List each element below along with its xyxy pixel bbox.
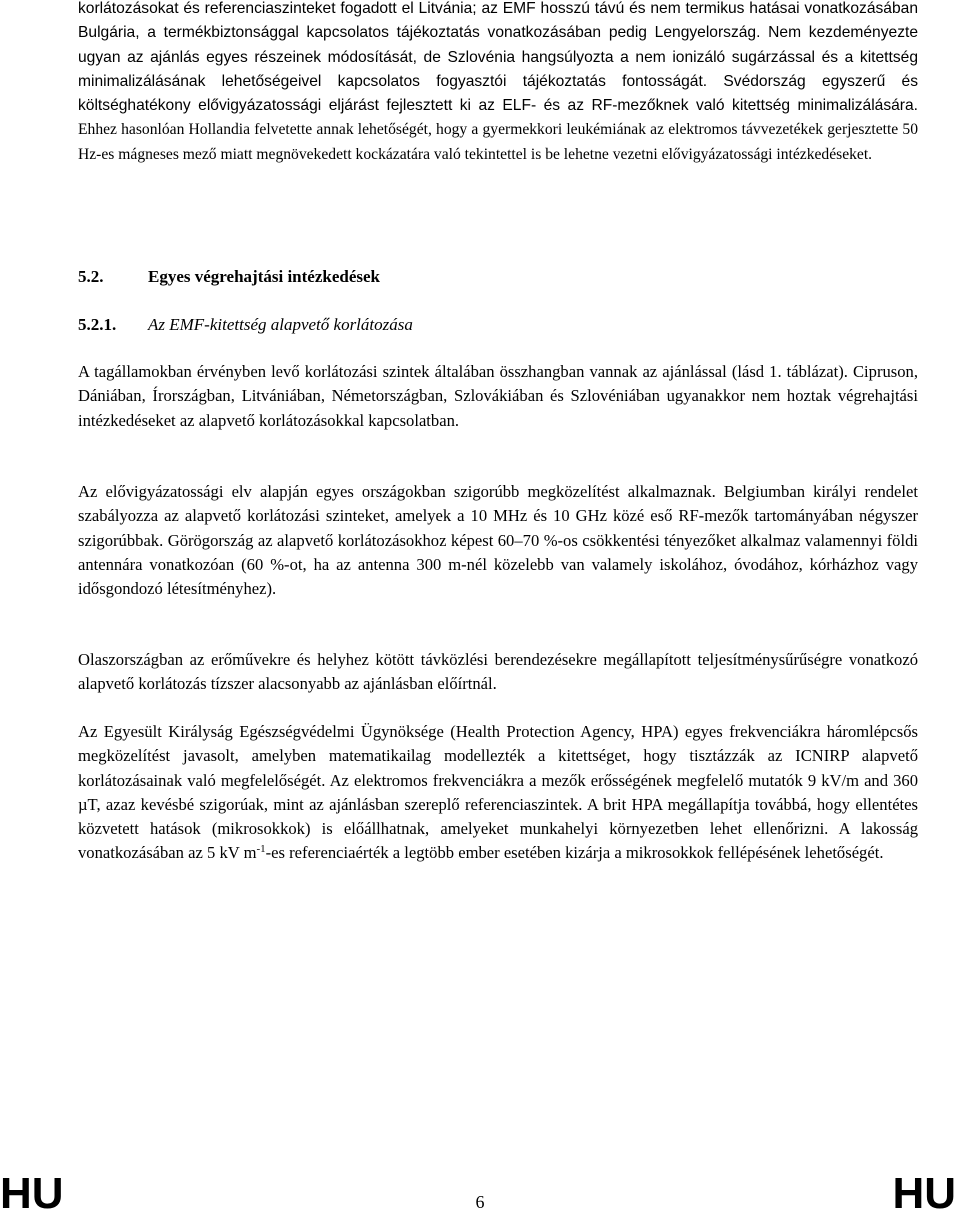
paragraph-4-text: Az Egyesült Királyság Egészségvédelmi Ügynöksége (Health Protection Agency, HPA) egyes frekvenciákra háromlépcsős megközelítést javasolt, amelyben matematikailag modellezték a kitettséget, hogy tisztázzák az ICNIRP alapvető korlátozásainak való megfelelőségét. Az elektromos frekvenciákra a mezők erősségének megfelelő mutatók 9 kV/m and 360 µT, azaz kevésbé szigorúak, mint az ajánlásban szereplő referenciaszintek. A brit HPA megállapítja továbbá, hogy ellentétes közvetett hatások (mikrosokkok) is előállhatnak, amelyeket munkahelyi környezetben lehet ellenőrizni. A lakosság vonatkozásában az 5 kV m xyxy=(78,722,918,863)
section-title: Egyes végrehajtási intézkedések xyxy=(148,267,380,286)
paragraph-block-3 xyxy=(78,648,918,697)
footer-language-label-right: HU xyxy=(892,1169,956,1218)
paragraph-block-4 xyxy=(78,720,918,866)
intro-paragraph-container xyxy=(78,0,918,167)
paragraph-4 xyxy=(78,720,918,866)
subsection-heading-5-2-1 xyxy=(78,313,413,337)
subsection-number: 5.2.1. xyxy=(78,315,117,334)
intro-text-sans: korlátozásokat és referenciaszinteket fogadott el Litvánia; az EMF hosszú távú és nem termikus hatásai vonatkozásában Bulgária, a termékbiztonsággal kapcsolatos tájékoztatás vonatkozásában pedig Lengyelország. Nem kezdeményezte ugyan az ajánlás egyes részeinek módosítását, de Szlovénia hangsúlyozta a nem ionizáló sugárzással és a kitettség minimalizálásának lehetőségeivel kapcsolatos fogyasztói tájékoztatás fontosságát. Svédország egyszerű és költséghatékony elővigyázatossági eljárást fejlesztett ki az ELF- és az RF-mezőknek való kitettség minimalizálására. xyxy=(78,0,918,115)
paragraph-block-1 xyxy=(78,360,918,433)
superscript-exponent: -1 xyxy=(256,843,266,856)
subsection-title: Az EMF-kitettség alapvető korlátozása xyxy=(148,315,413,334)
footer-language-label-left: HU xyxy=(0,1169,64,1218)
intro-text-serif: Ehhez hasonlóan Hollandia felvetette annak lehetőségét, hogy a gyermekkori leukémiának az elektromos távvezetékek gerjesztette 50 Hz-es mágneses mező miatt megnövekedett kockázatára való tekintettel is be lehetne vezetni elővigyázatossági intézkedéseket. xyxy=(78,121,918,163)
page-number: 6 xyxy=(475,1192,485,1212)
paragraph-block-2 xyxy=(78,480,918,601)
paragraph-2: Az elővigyázatossági elv alapján egyes országokban szigorúbb megközelítést alkalmaznak. Belgiumban királyi rendelet szabályozza az alapvető korlátozási szinteket, amelyek a 10 MHz és 10 GHz közé eső RF-mezők tartományában négyszer szigorúbbak. Görögország az alapvető korlátozásokhoz képest 60–70 %-os csökkentési tényezőket alkalmaz valamennyi földi antennára vonatkozóan (60 %-ot, ha az antenna 300 m-nél közelebb van valamely iskolához, óvodához, kórházhoz vagy idősgondozó létesítményhez). xyxy=(78,482,918,599)
intro-paragraph xyxy=(78,0,918,167)
section-number: 5.2. xyxy=(78,267,104,286)
section-heading-5-2 xyxy=(78,265,380,289)
paragraph-4-text-end: -es referenciaérték a legtöbb ember esetében kizárja a mikrosokkok fellépésének lehetőségét. xyxy=(265,843,884,863)
paragraph-1: A tagállamokban érvényben levő korlátozási szintek általában összhangban vannak az ajánlással (lásd 1. táblázat). Cipruson, Dániában, Írországban, Litvániában, Németországban, Szlovákiában és Szlovéniában ugyanakkor nem hoztak végrehajtási intézkedéseket az alapvető korlátozásokkal kapcsolatban. xyxy=(78,362,918,430)
paragraph-3: Olaszországban az erőművekre és helyhez kötött távközlési berendezésekre megállapított teljesítménysűrűségre vonatkozó alapvető korlátozás tízszer alacsonyabb az ajánlásban előírtnál. xyxy=(78,650,918,694)
